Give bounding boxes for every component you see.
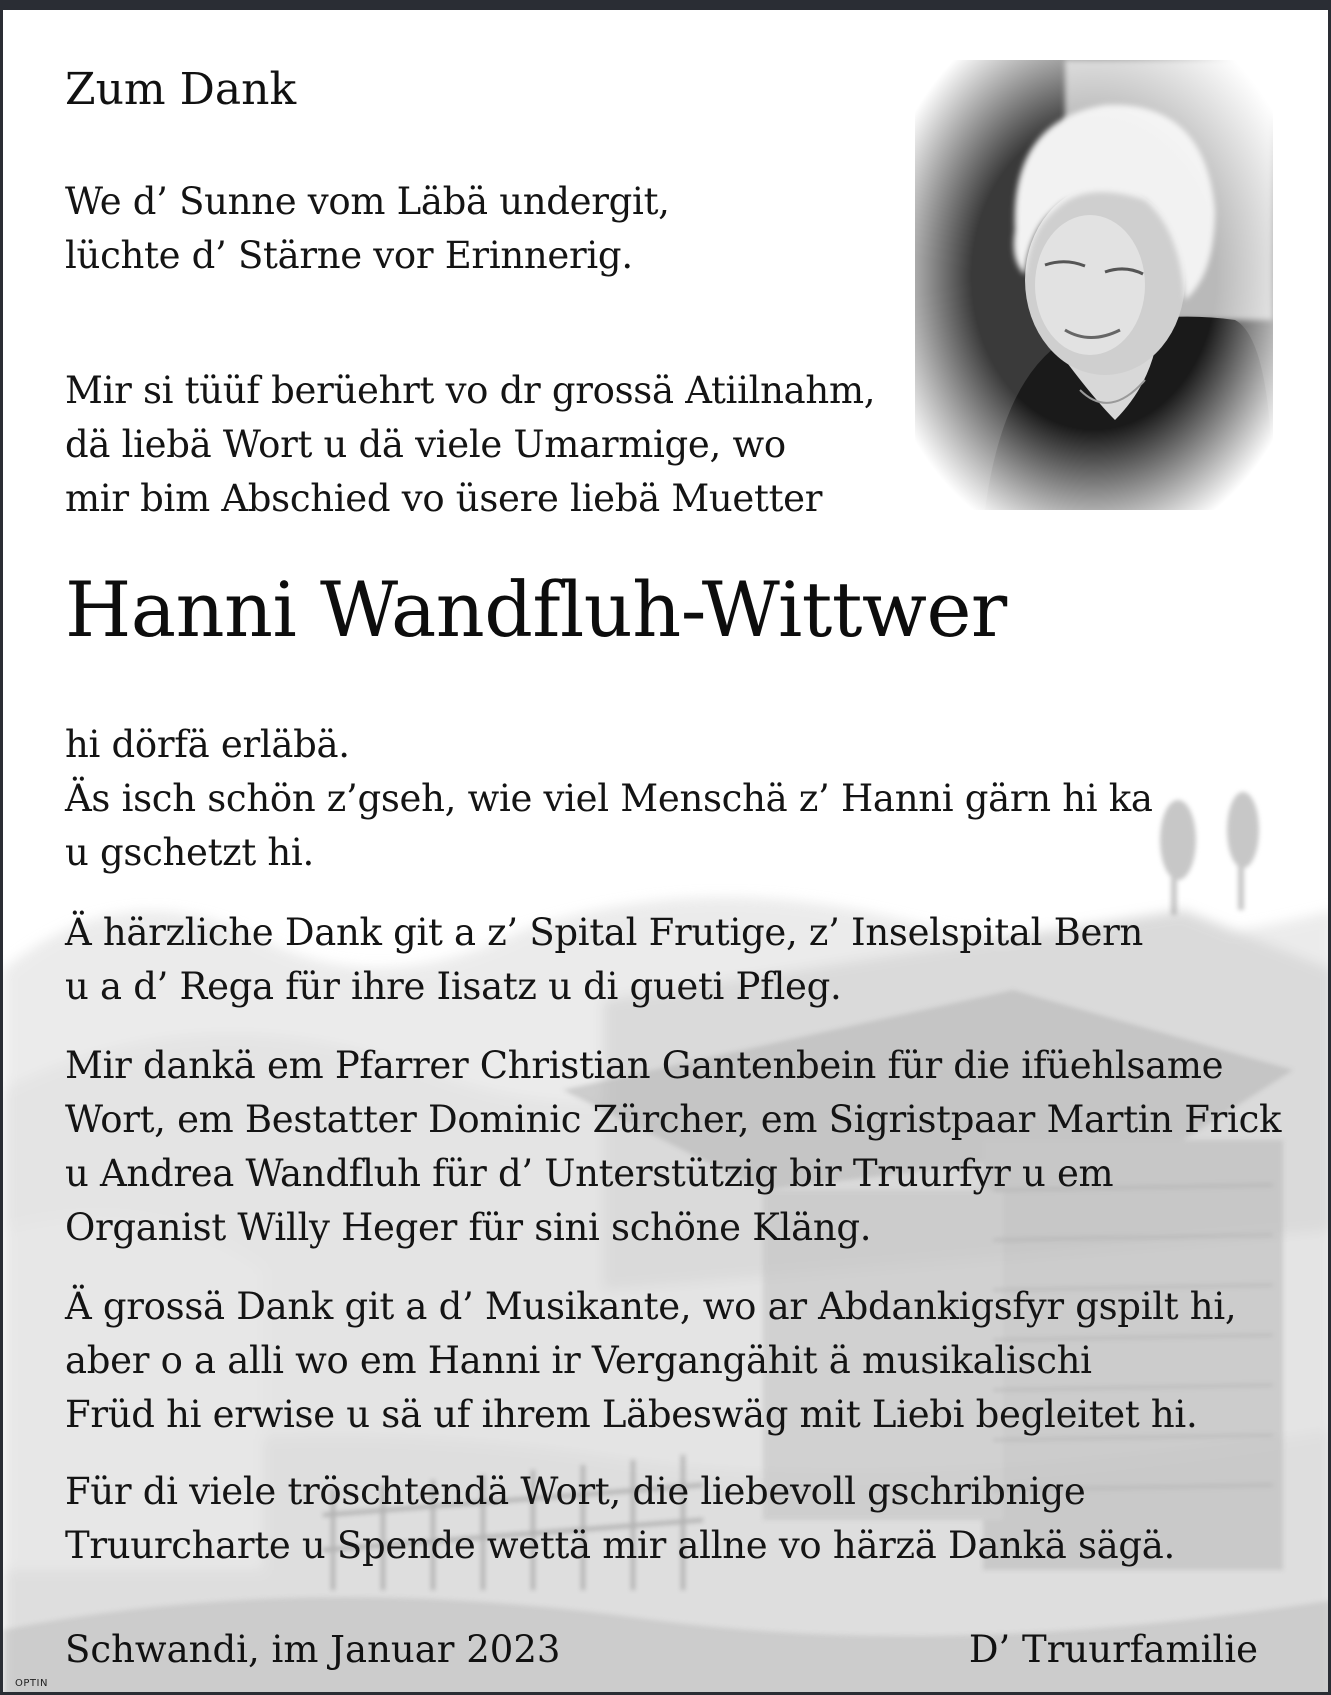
heading-title: Zum Dank bbox=[65, 64, 297, 115]
brand-mark: OPTIN bbox=[15, 1678, 48, 1689]
paragraph-5: Für di viele tröschtendä Wort, die liebevoll gschribnige Truurcharte u Spende wettä mir allne vo härzä Dankä sägä. bbox=[65, 1470, 1176, 1567]
place-date: Schwandi, im Januar 2023 bbox=[65, 1628, 561, 1671]
paragraph-3: Mir dankä em Pfarrer Christian Gantenbein für die ifüehlsame Wort, em Bestatter Dominic Zürcher, em Sigristpaar Martin Frick u Andrea Wandfluh für d’ Unterstützig bir Truurfyr u em Organist Willy Heger für sini schöne Kläng. bbox=[65, 1044, 1282, 1249]
paragraph-2: Ä härzliche Dank git a z’ Spital Frutige, z’ Inselspital Bern u a d’ Rega für ihre Iisatz u di gueti Pfleg. bbox=[65, 911, 1144, 1008]
portrait-photo bbox=[915, 60, 1273, 510]
intro-paragraph: Mir si tüüf berüehrt vo dr grossä Atiilnahm, dä liebä Wort u dä viele Umarmige, wo mir bim Abschied vo üsere liebä Muetter bbox=[65, 369, 876, 520]
signature: D’ Truurfamilie bbox=[968, 1628, 1258, 1671]
poem: We d’ Sunne vom Läbä undergit, lüchte d’ Stärne vor Erinnerig. bbox=[65, 180, 670, 277]
deceased-name: Hanni Wandfluh-Wittwer bbox=[65, 565, 1007, 654]
paragraph-4: Ä grossä Dank git a d’ Musikante, wo ar Abdankigsfyr gspilt hi, aber o a alli wo em Hanni ir Vergangähit ä musikalischi Früd hi erwise u sä uf ihrem Läbeswäg mit Liebi begleitet hi. bbox=[65, 1285, 1237, 1436]
paragraph-1: hi dörfä erläbä. Äs isch schön z’gseh, wie viel Menschä z’ Hanni gärn hi ka u gschetzt hi. bbox=[65, 723, 1153, 874]
